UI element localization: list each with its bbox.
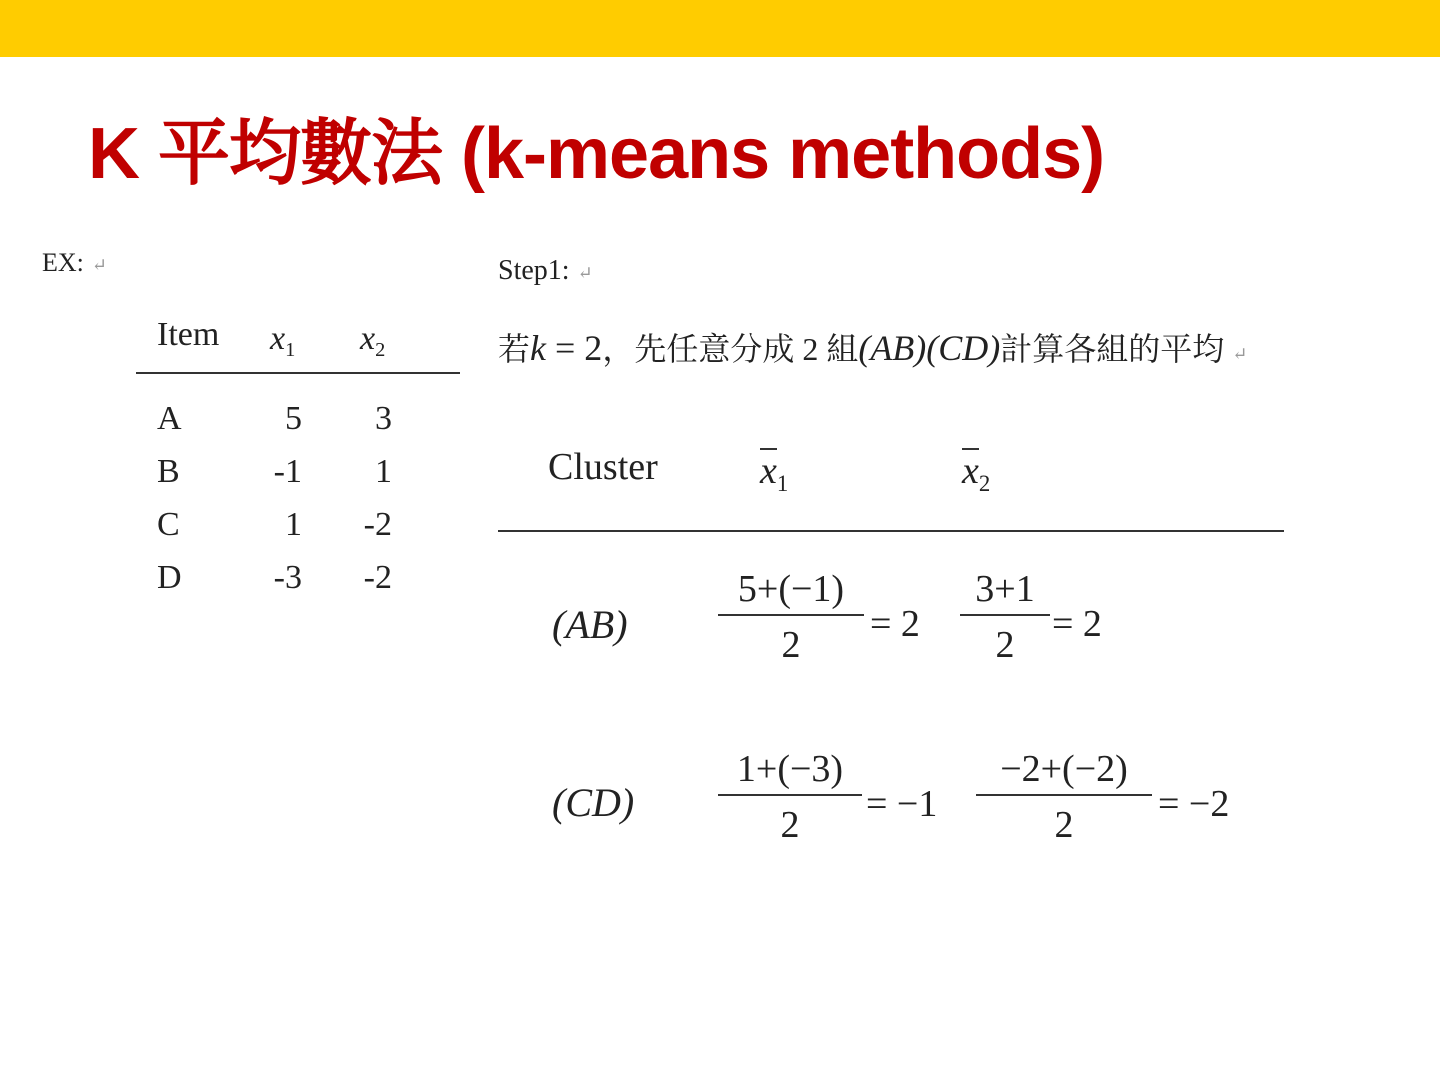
header-x1-sub: 1	[285, 339, 296, 362]
header-x1-var: x	[270, 320, 286, 357]
k-variable: k	[530, 328, 546, 368]
group-ab: (AB)	[858, 328, 927, 368]
group-cd: (CD)	[926, 328, 1001, 368]
fraction-x1	[718, 750, 862, 844]
header-x1	[270, 322, 295, 361]
mean-x2-sub: 2	[978, 470, 991, 496]
return-mark-icon: ↵	[1232, 344, 1248, 364]
fraction-x2	[960, 570, 1050, 664]
table-divider	[136, 372, 460, 374]
denominator: 2	[1054, 804, 1074, 846]
mean-x1-var: x	[760, 450, 777, 492]
return-mark-icon: ↵	[91, 255, 107, 275]
header-mean-x1	[760, 448, 788, 496]
row-x2: 3	[375, 400, 392, 437]
row-group: (CD)	[552, 780, 635, 825]
numerator: 1+(−3)	[718, 750, 862, 796]
row-item: D	[157, 559, 182, 596]
header-x2-var: x	[360, 320, 376, 357]
slide-title: K 平均數法 (k-means methods)	[88, 114, 1105, 194]
row-group: (AB)	[552, 602, 628, 647]
sentence-middle: ，先任意分成 2 組	[602, 331, 859, 367]
mean-x2-var: x	[962, 450, 979, 492]
row-item: A	[157, 400, 182, 437]
step1-label	[498, 257, 593, 285]
header-cluster: Cluster	[548, 446, 658, 488]
k-equals: = 2	[546, 328, 603, 368]
sentence-prefix: 若	[498, 331, 531, 367]
result-x2: = −2	[1158, 783, 1230, 825]
numerator: 5+(−1)	[718, 570, 864, 616]
header-item: Item	[157, 316, 220, 353]
row-item: C	[157, 506, 180, 543]
row-x1: 1	[285, 506, 302, 543]
row-x1: -1	[273, 453, 302, 490]
header-x2	[360, 322, 385, 361]
denominator: 2	[780, 804, 800, 846]
row-x1: 5	[285, 400, 302, 437]
cluster-table-divider	[498, 530, 1284, 532]
row-x2: -2	[363, 506, 392, 543]
row-x2: -2	[363, 559, 392, 596]
numerator: −2+(−2)	[976, 750, 1152, 796]
mean-x1-sub: 1	[776, 470, 789, 496]
top-accent-bar	[0, 0, 1440, 57]
example-label-text: EX:	[42, 248, 84, 277]
row-x2: 1	[375, 453, 392, 490]
example-label	[42, 250, 107, 276]
result-x1: = 2	[870, 603, 920, 645]
step1-label-text: Step1:	[498, 255, 570, 286]
row-x1: -3	[273, 559, 302, 596]
return-mark-icon: ↵	[577, 263, 593, 283]
fraction-x2	[976, 750, 1152, 844]
result-x2: = 2	[1052, 603, 1102, 645]
numerator: 3+1	[960, 570, 1050, 616]
fraction-x1	[718, 570, 864, 664]
header-mean-x2	[962, 448, 990, 496]
step1-sentence	[498, 330, 1247, 366]
result-x1: = −1	[866, 783, 938, 825]
sentence-suffix: 計算各組的平均	[1000, 331, 1225, 367]
row-item: B	[157, 453, 180, 490]
denominator: 2	[995, 624, 1015, 666]
denominator: 2	[781, 624, 801, 666]
header-x2-sub: 2	[375, 339, 386, 362]
